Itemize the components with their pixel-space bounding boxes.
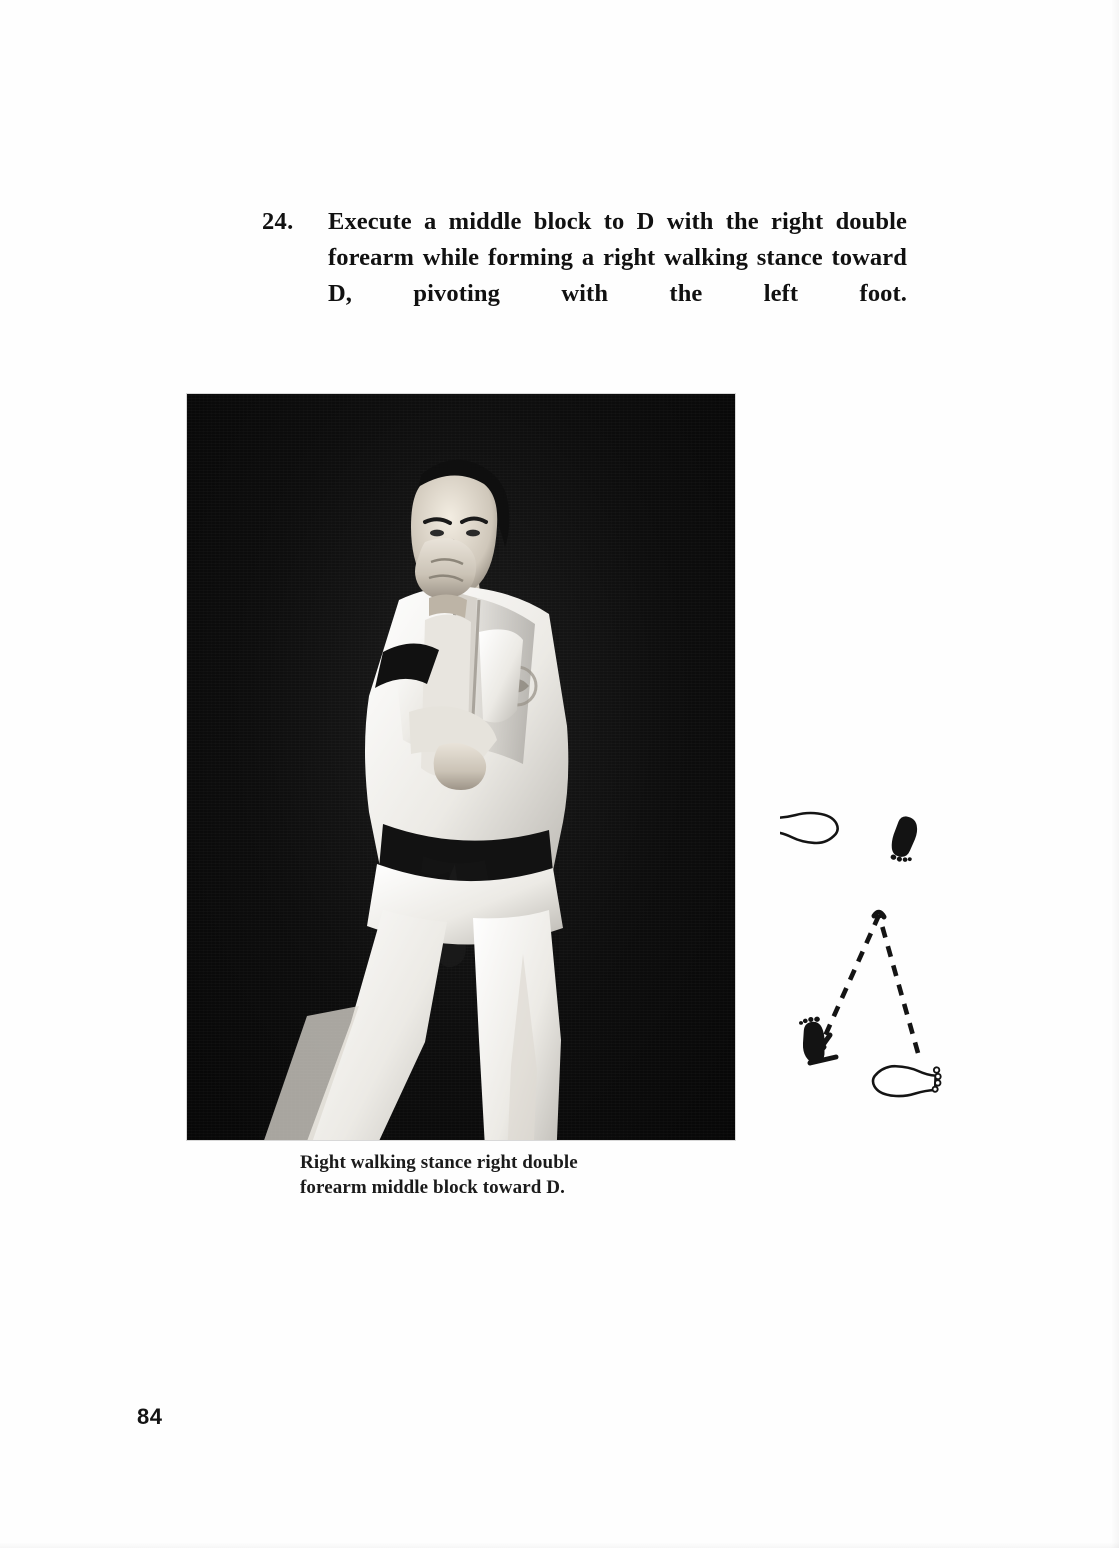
scan-edge-right	[1111, 0, 1119, 1548]
footwork-diagram	[780, 795, 965, 1140]
page-number: 84	[137, 1404, 163, 1429]
instruction-number: 24.	[262, 208, 294, 235]
caption-line-2: forearm middle block toward D.	[300, 1177, 565, 1198]
instruction-photo	[187, 394, 735, 1140]
scan-edge-bottom	[0, 1542, 1119, 1548]
footwork-diagram-svg	[780, 795, 965, 1140]
motion-path-left-segment	[821, 915, 879, 1045]
footprint-bottom-filled	[799, 1016, 825, 1062]
footprint-top-outline	[780, 810, 839, 845]
caption-line-1: Right walking stance right double	[300, 1152, 578, 1173]
instruction-step	[262, 204, 907, 348]
instruction-text: Execute a middle block to D with the right double forearm while forming a right walking stance toward D, pivoting with the left foot.	[328, 208, 907, 307]
footprint-top-filled	[886, 814, 924, 865]
photo-caption	[300, 1150, 700, 1200]
motion-path-right-segment	[879, 915, 918, 1053]
martial-artist-figure	[187, 394, 735, 1140]
footprint-bottom-outline	[872, 1065, 941, 1097]
